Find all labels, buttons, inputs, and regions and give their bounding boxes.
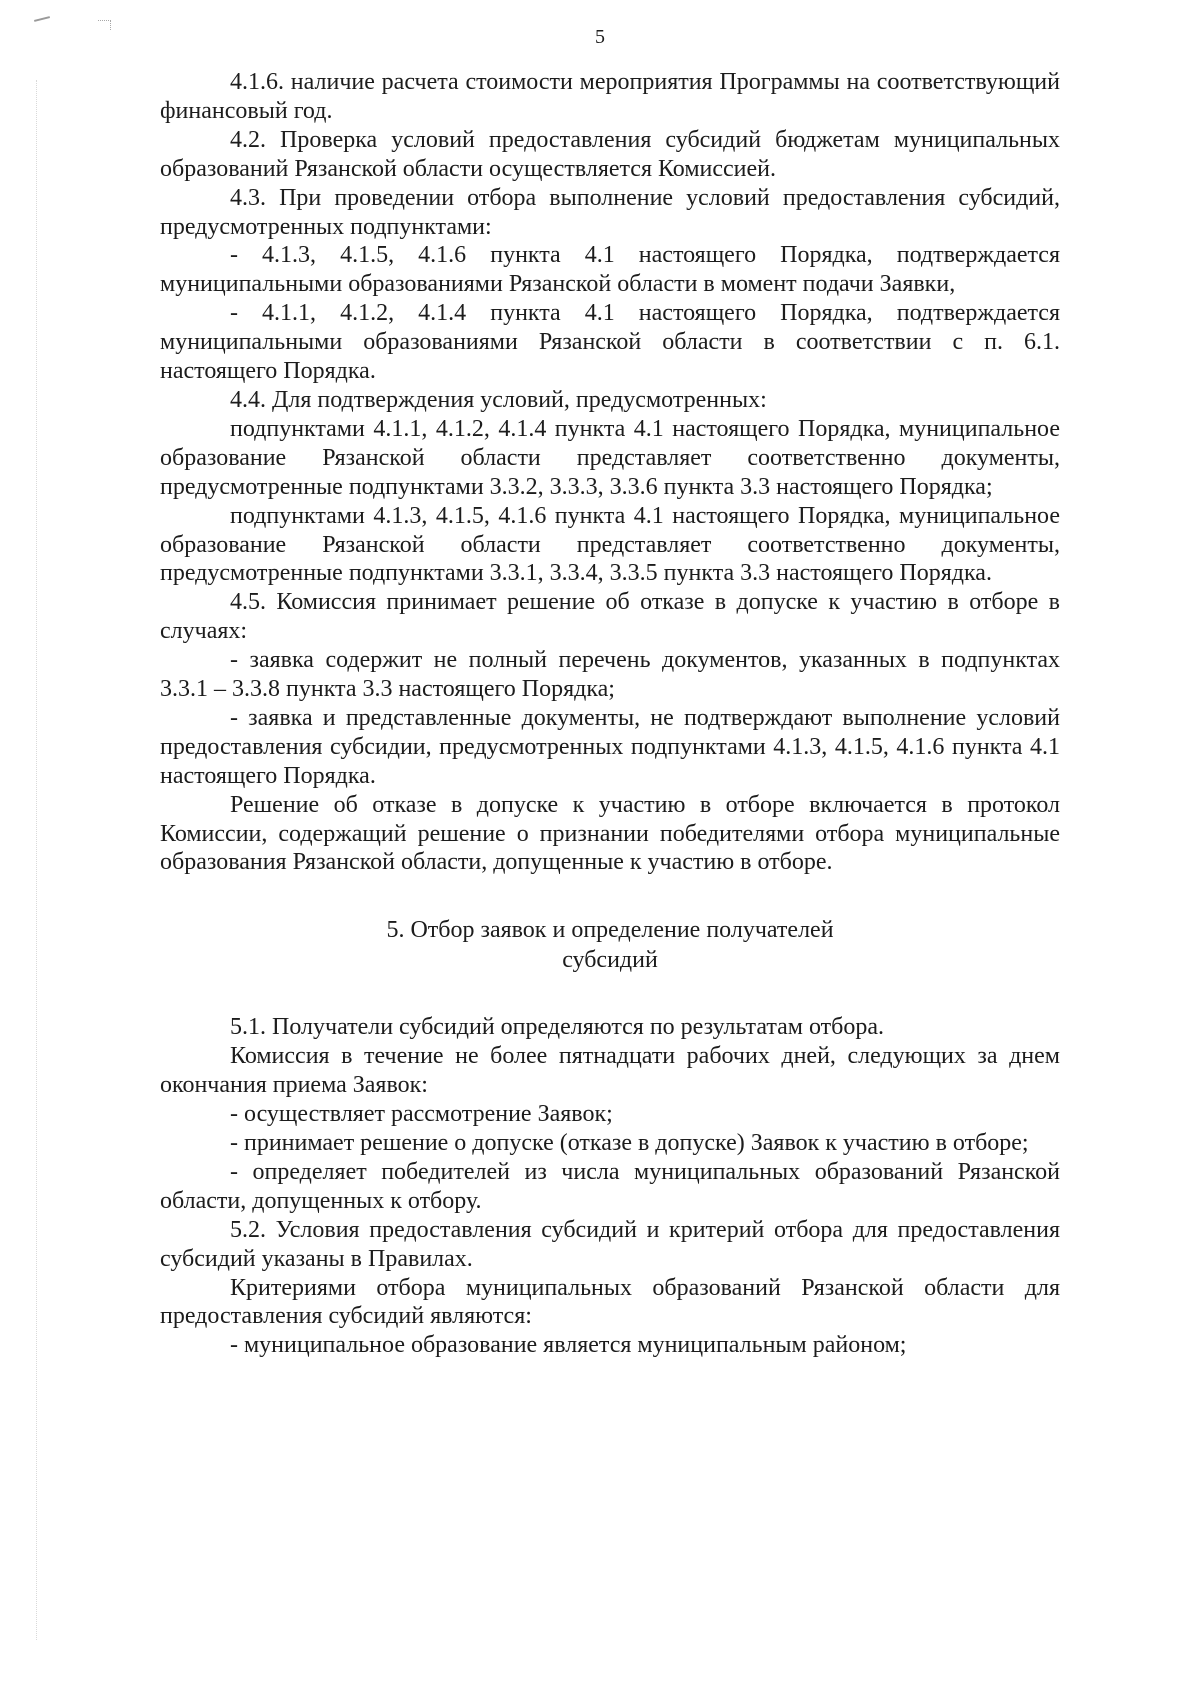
paragraph-4-3: 4.3. При проведении отбора выполнение условий предоставления субсидий, предусмотренных подпунктами: bbox=[160, 184, 1060, 240]
paragraph-commission: Комиссия в течение не более пятнадцати рабочих дней, следующих за днем окончания приема Заявок: bbox=[160, 1043, 1060, 1099]
list-item: - заявка содержит не полный перечень документов, указанных в подпунктах 3.3.1 – 3.3.8 пункта 3.3 настоящего Порядка; bbox=[160, 647, 1060, 703]
paragraph-criteria: Критериями отбора муниципальных образований Рязанской области для предоставления субсидий являются: bbox=[160, 1274, 1060, 1330]
list-item: - 4.1.3, 4.1.5, 4.1.6 пункта 4.1 настоящего Порядка, подтверждается муниципальными образованиями Рязанской области в момент подачи Заявки, bbox=[160, 242, 1060, 298]
list-item: - заявка и представленные документы, не подтверждают выполнение условий предоставления субсидии, предусмотренных подпунктами 4.1.3, 4.1.5, 4.1.6 пункта 4.1 настоящего Порядка. bbox=[160, 704, 1060, 789]
list-item: подпунктами 4.1.3, 4.1.5, 4.1.6 пункта 4.1 настоящего Порядка, муниципальное образование Рязанской области представляет соответственно документы, предусмотренные подпунктами 3.3.1, 3.3.4, 3.3.5 пункта 3.3 настоящего Порядка. bbox=[160, 502, 1060, 587]
list-item: - муниципальное образование является муниципальным районом; bbox=[230, 1332, 907, 1359]
paragraph-decision: Решение об отказе в допуске к участию в отборе включается в протокол Комиссии, содержащий решение о признании победителями отбора муниципальные образования Рязанской области, допущенные к участию в отборе. bbox=[160, 791, 1060, 876]
scan-edge-line bbox=[36, 80, 38, 1640]
list-item: - принимает решение о допуске (отказе в допуске) Заявок к участию в отборе; bbox=[230, 1130, 1029, 1156]
list-item: - 4.1.1, 4.1.2, 4.1.4 пункта 4.1 настоящего Порядка, подтверждается муниципальными образованиями Рязанской области в соответствии с п. 6.1. настоящего Порядка. bbox=[160, 300, 1060, 385]
list-item: подпунктами 4.1.1, 4.1.2, 4.1.4 пункта 4.1 настоящего Порядка, муниципальное образование Рязанской области представляет соответственно документы, предусмотренные подпунктами 3.3.2, 3.3.3, 3.3.6 пункта 3.3 настоящего Порядка; bbox=[160, 415, 1060, 500]
list-item: - определяет победителей из числа муниципальных образований Рязанской области, допущенных к отбору. bbox=[160, 1158, 1060, 1214]
paragraph-4-2: 4.2. Проверка условий предоставления субсидий бюджетам муниципальных образований Рязанской области осуществляется Комиссией. bbox=[160, 126, 1060, 182]
list-item: - осуществляет рассмотрение Заявок; bbox=[230, 1101, 613, 1128]
paragraph-5-1: 5.1. Получатели субсидий определяются по результатам отбора. bbox=[230, 1014, 885, 1041]
section-heading: 5. Отбор заявок и определение получателей субсидий bbox=[386, 917, 834, 974]
paragraph-5-2: 5.2. Условия предоставления субсидий и критерий отбора для предоставления субсидий указаны в Правилах. bbox=[160, 1216, 1060, 1272]
scan-artifact bbox=[34, 16, 50, 22]
paragraph-4-5: 4.5. Комиссия принимает решение об отказе в допуске к участию в отборе в случаях: bbox=[160, 589, 1060, 645]
document-body bbox=[160, 68, 1060, 1360]
paragraph-4-1-6: 4.1.6. наличие расчета стоимости мероприятия Программы на соответствующий финансовый год. bbox=[160, 69, 1060, 124]
page-number: 5 bbox=[595, 26, 605, 48]
paragraph-4-4: 4.4. Для подтверждения условий, предусмотренных: bbox=[230, 386, 767, 413]
